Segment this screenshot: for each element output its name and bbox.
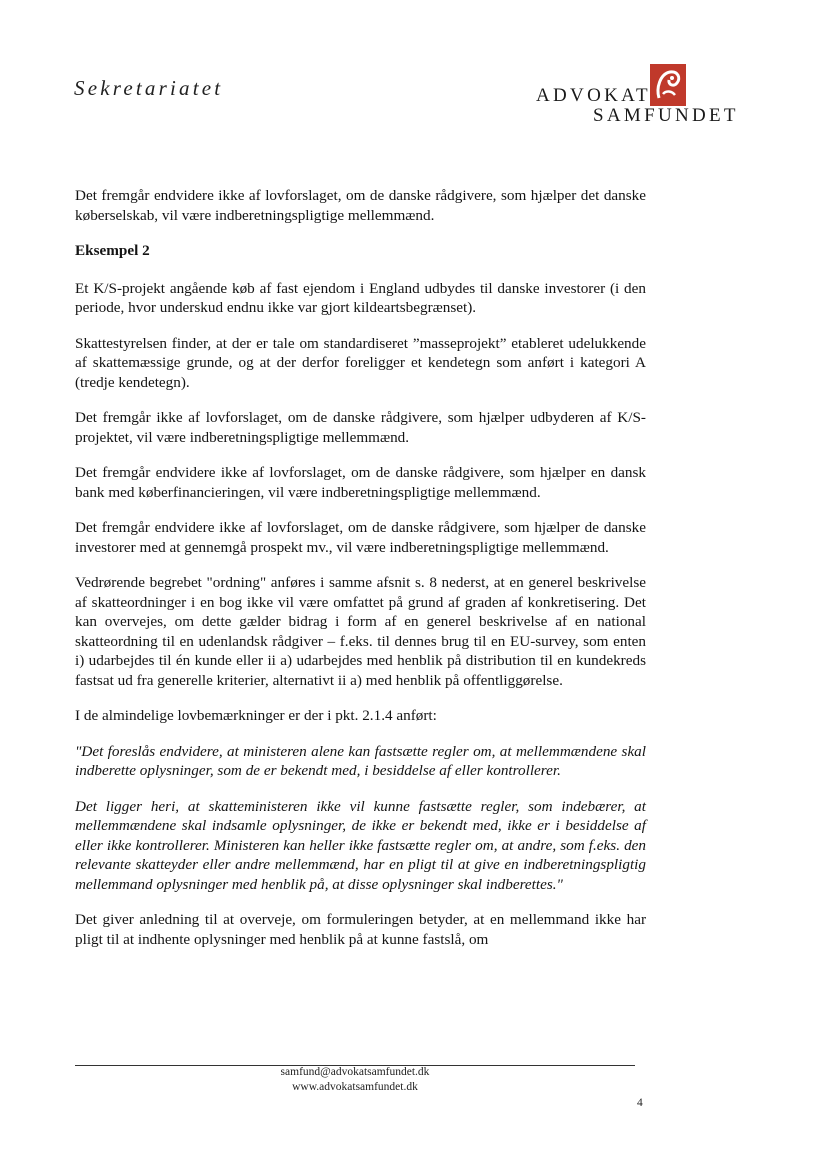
- section-heading: Eksempel 2: [75, 242, 150, 259]
- paragraph: Vedrørende begrebet "ordning" anføres i samme afsnit s. 8 nederst, at en generel beskrivelse af skatteordninger i en bog ikke vil være omfattet på grund af graden af konkretisering. Det kan overvejes, om dette gælder bidrag i form af en generel beskrivelse af en national skatteordning til en udenlandsk rådgiver – f.eks. til dennes brug til en EU-survey, som enten i) udarbejdes til én kunde eller ii a) udarbejdes med henblik på distribution til en kundekreds fastsat ud fra generelle kriterier, alternativt ii a) med henblik på offentliggørelse.: [75, 574, 646, 689]
- page-number: 4: [637, 1097, 643, 1109]
- footer-email: samfund@advokatsamfundet.dk: [280, 1066, 430, 1078]
- paragraph: Det fremgår ikke af lovforslaget, om de danske rådgivere, som hjælper udbyderen af K/S-projektet, vil være indberetningspligtige mellemmænd.: [75, 409, 646, 446]
- department-title: Sekretariatet: [74, 76, 224, 100]
- footer-website: www.advokatsamfundet.dk: [292, 1081, 418, 1093]
- quote-paragraph: "Det foreslås endvidere, at ministeren alene kan fastsætte regler om, at mellemmændene skal indberette oplysninger, som de er bekendt med, i besiddelse af eller kontrollerer.: [75, 742, 646, 779]
- logo-text-advokat: ADVOKAT: [536, 85, 651, 106]
- paragraph: I de almindelige lovbemærkninger er der i pkt. 2.1.4 anført:: [75, 707, 437, 724]
- paragraph: Skattestyrelsen finder, at der er tale om standardiseret ”masseprojekt” etableret udelukkende af skattemæssige grunde, og at der derfor foreligger et kendetegn som anført i kategori A (tredje kendetegn).: [75, 334, 646, 391]
- advokatsamfundet-logo-icon: [650, 64, 686, 106]
- paragraph: Det giver anledning til at overveje, om formuleringen betyder, at en mellemmand ikke har pligt til at indhente oplysninger med henblik på at kunne fastslå, om: [75, 911, 646, 948]
- paragraph: Et K/S-projekt angående køb af fast ejendom i England udbydes til danske investorer (i den periode, hvor underskud endnu ikke var gjort kildeartsbegrænset).: [75, 279, 646, 316]
- paragraph: Det fremgår endvidere ikke af lovforslaget, om de danske rådgivere, som hjælper en dansk bank med køberfinancieringen, vil være indberetningspligtige mellemmænd.: [75, 464, 646, 501]
- logo-text-samfundet: SAMFUNDET: [593, 105, 739, 126]
- paragraph: Det fremgår endvidere ikke af lovforslaget, om de danske rådgivere, som hjælper det danske køberselskab, vil være indberetningspligtige mellemmænd.: [75, 187, 646, 224]
- quote-paragraph: Det ligger heri, at skatteministeren ikke vil kunne fastsætte regler, som indebærer, at mellemmændene skal indsamle oplysninger, de ikke er bekendt med, ikke er i besiddelse af eller ikke kontrollerer. Ministeren kan heller ikke fastsætte regler om, at andre, som f.eks. den relevante skatteyder eller andre mellemmænd, har en pligt til at give en indberetningspligtig mellemmand oplysninger med henblik på, at disse oplysninger skal indberettes.": [75, 797, 646, 893]
- body-text: [75, 186, 646, 965]
- paragraph: Det fremgår endvidere ikke af lovforslaget, om de danske rådgivere, som hjælper de danske investorer med at gennemgå prospekt mv., vil være indberetningspligtige mellemmænd.: [75, 519, 646, 556]
